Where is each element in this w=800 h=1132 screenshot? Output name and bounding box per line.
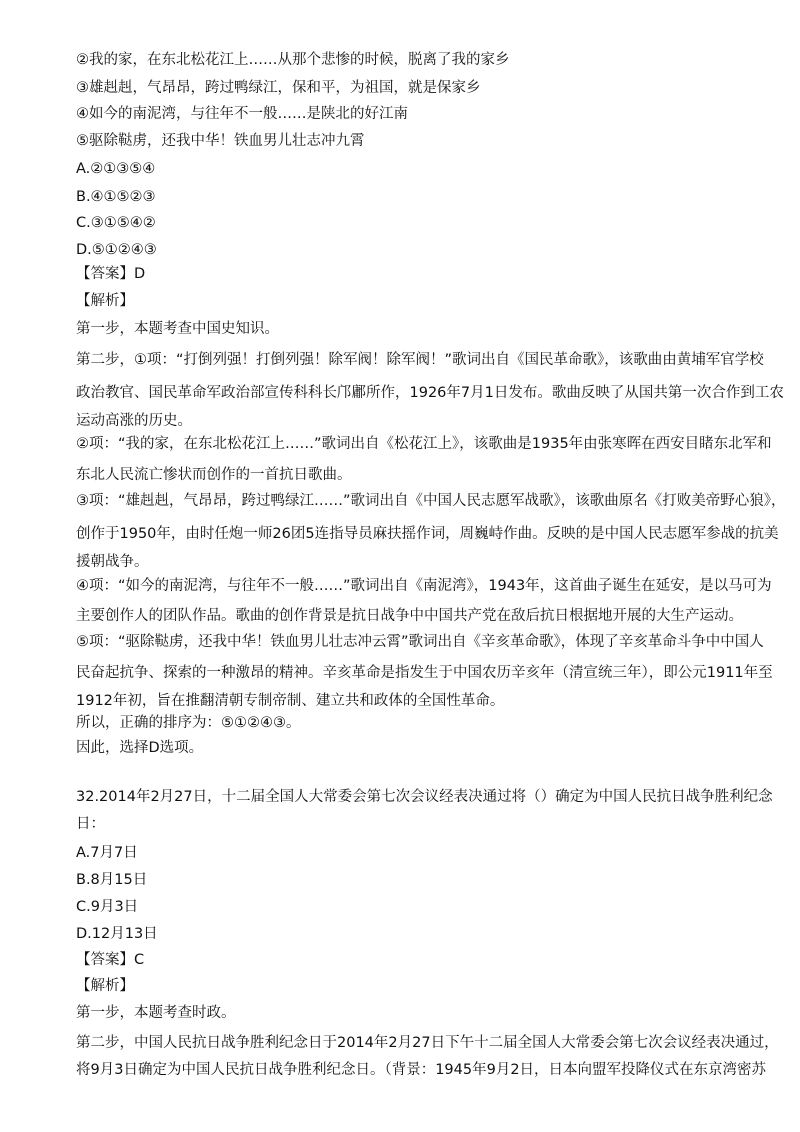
analysis-heading: 【解析】 xyxy=(76,978,134,994)
analysis-paragraph: 运动高涨的历史。 xyxy=(76,413,192,429)
analysis-paragraph: ③项：“雄赳赳，气昂昂，跨过鸭绿江……”歌词出自《中国人民志愿军战歌》，该歌曲原名《打败美帝野心狼》， xyxy=(76,493,786,509)
question-stem: 日： xyxy=(76,816,105,832)
answer-choice-a: A.②①③⑤④ xyxy=(76,161,156,177)
analysis-paragraph: 第二步，中国人民抗日战争胜利纪念日于2014年2月27日下午十二届全国人大常委会第七次会议经表决通过， xyxy=(76,1035,779,1051)
analysis-paragraph: ④项：“如今的南泥湾，与往年不一般……”歌词出自《南泥湾》，1943年，这首曲子诞生在延安，是以马可为 xyxy=(76,578,772,594)
question-option-line: ②我的家，在东北松花江上……从那个悲惨的时候，脱离了我的家乡 xyxy=(76,52,510,68)
analysis-paragraph: ⑤项：“驱除鞑虏，还我中华！铁血男儿壮志冲云霄”歌词出自《辛亥革命歌》，体现了辛亥革命斗争中中国人 xyxy=(76,634,764,650)
analysis-paragraph: 援朝战争。 xyxy=(76,554,149,570)
answer-choice-d: D.12月13日 xyxy=(76,926,158,942)
analysis-conclusion: 因此，选择D选项。 xyxy=(76,740,204,756)
analysis-paragraph: 将9月3日确定为中国人民抗日战争胜利纪念日。（背景：1945年9月2日，日本向盟军投降仪式在东京湾密苏 xyxy=(76,1062,767,1078)
analysis-paragraph: 民奋起抗争、探索的一种激昂的精神。辛亥革命是指发生于中国农历辛亥年（清宣统三年），即公元1911年至 xyxy=(76,665,773,681)
analysis-paragraph: 第二步，①项：“打倒列强！打倒列强！除军阀！除军阀！”歌词出自《国民革命歌》，该歌曲由黄埔军官学校 xyxy=(76,352,764,368)
question-option-line: ⑤驱除鞑虏，还我中华！铁血男儿壮志冲九霄 xyxy=(76,133,365,149)
analysis-paragraph: 政治教官、国民革命军政治部宣传科科长邝鄘所作，1926年7月1日发布。歌曲反映了从国共第一次合作到工农 xyxy=(76,385,784,401)
analysis-paragraph: 1912年初，旨在推翻清朝专制帝制、建立共和政体的全国性革命。 xyxy=(76,693,505,709)
question-option-line: ③雄赳赳，气昂昂，跨过鸭绿江，保和平，为祖国，就是保家乡 xyxy=(76,80,481,96)
analysis-paragraph: 第一步，本题考查时政。 xyxy=(76,1005,236,1021)
analysis-paragraph: 东北人民流亡惨状而创作的一首抗日歌曲。 xyxy=(76,467,352,483)
analysis-heading: 【解析】 xyxy=(76,293,134,309)
answer-choice-d: D.⑤①②④③ xyxy=(76,242,157,258)
answer-label: 【答案】D xyxy=(76,266,146,282)
analysis-paragraph: 所以，正确的排序为：⑤①②④③。 xyxy=(76,715,301,731)
answer-label: 【答案】C xyxy=(76,952,145,968)
analysis-paragraph: 主要创作人的团队作品。歌曲的创作背景是抗日战争中中国共产党在敌后抗日根据地开展的大生产运动。 xyxy=(76,608,743,624)
analysis-paragraph: ②项：“我的家，在东北松花江上……”歌词出自《松花江上》，该歌曲是1935年由张寒晖在西安目睹东北军和 xyxy=(76,436,772,452)
analysis-paragraph: 创作于1950年，由时任炮一师26团5连指导员麻扶摇作词，周巍峙作曲。反映的是中国人民志愿军参战的抗美 xyxy=(76,526,779,542)
question-stem: 32.2014年2月27日，十二届全国人大常委会第七次会议经表决通过将（）确定为中国人民抗日战争胜利纪念 xyxy=(76,789,773,805)
analysis-paragraph: 第一步，本题考查中国史知识。 xyxy=(76,321,279,337)
answer-choice-c: C.9月3日 xyxy=(76,899,139,915)
answer-choice-a: A.7月7日 xyxy=(76,845,138,861)
answer-choice-b: B.8月15日 xyxy=(76,872,148,888)
answer-choice-c: C.③①⑤④② xyxy=(76,215,156,231)
answer-choice-b: B.④①⑤②③ xyxy=(76,189,156,205)
question-option-line: ④如今的南泥湾，与往年不一般……是陕北的好江南 xyxy=(76,106,408,122)
